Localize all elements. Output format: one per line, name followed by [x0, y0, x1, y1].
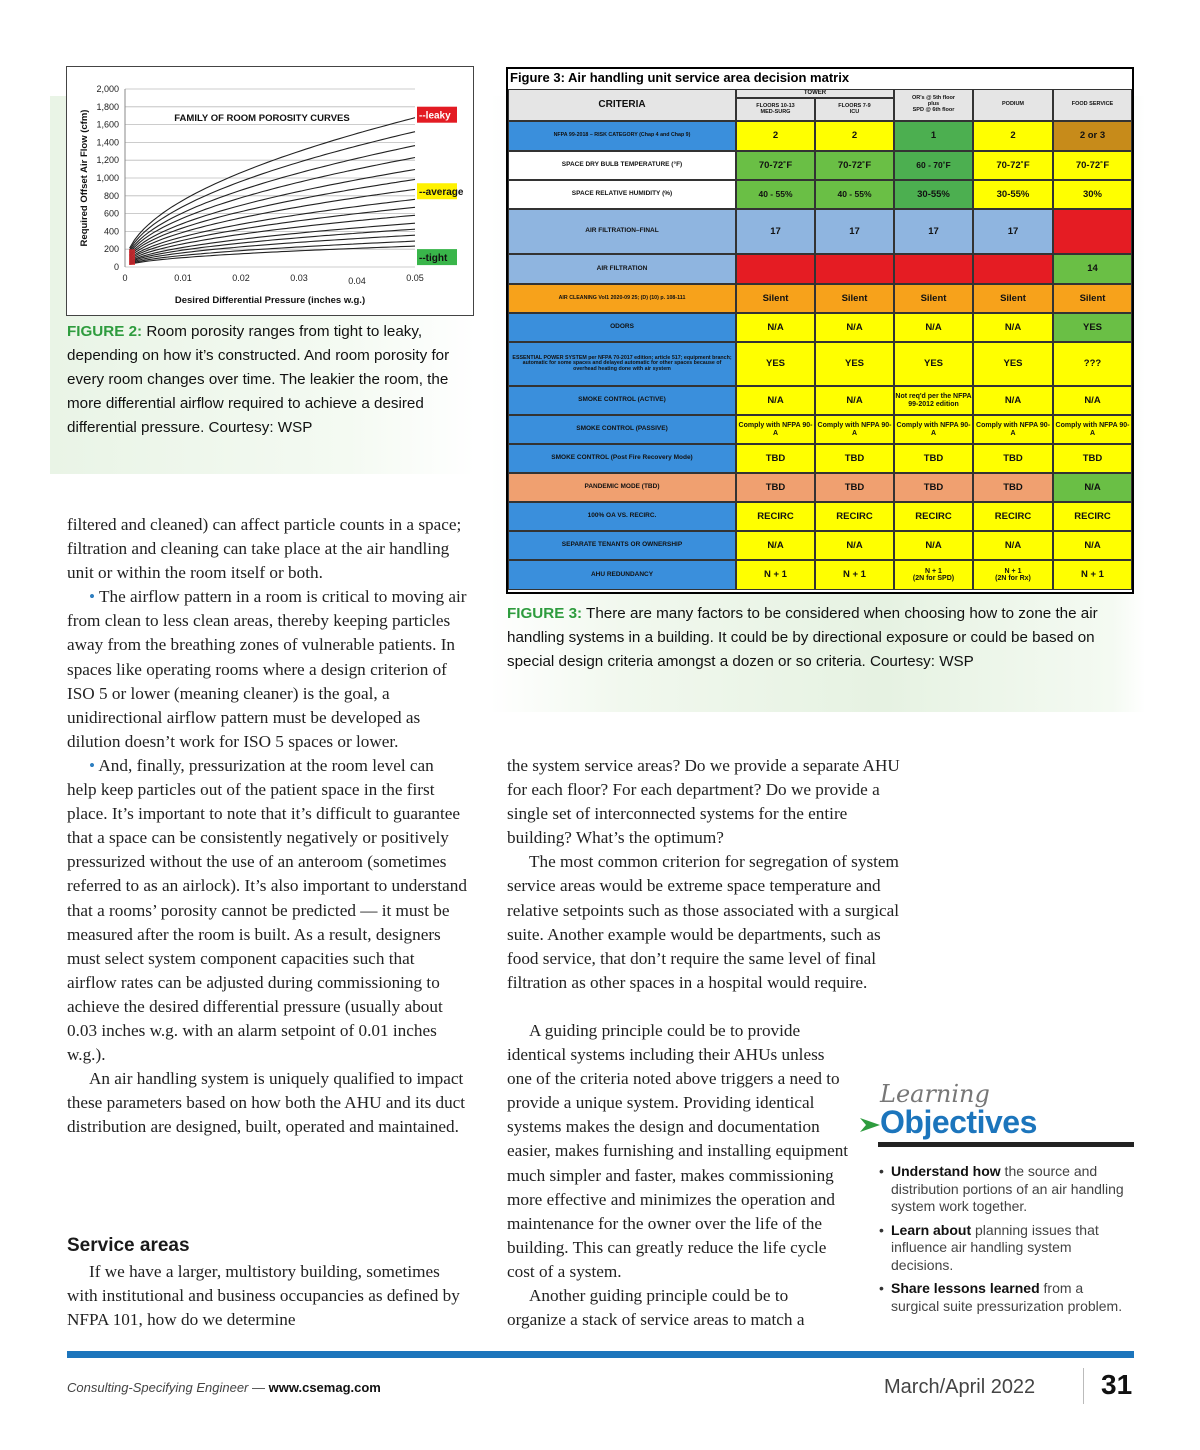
porosity-label: --average	[419, 187, 464, 199]
left-paragraph-2-text: The airflow pattern in a room is critical to moving air from clean to less clean areas, thereby keeping particles away from the breathing zones of vulnerable patients. In spaces like operating rooms where a design criterion of ISO 5 or lower (meaning cleaner) is the goal, a unidirectional airflow pattern must be developed as dilution doesn’t work for ISO 5 spaces or lower.	[67, 587, 467, 751]
middle-paragraph-4: Another guiding principle could be to organize a stack of service areas to match a	[507, 1286, 805, 1330]
matrix-cell: Comply with NFPA 90-A	[815, 415, 894, 444]
porosity-curve	[130, 158, 415, 254]
criterion-cell: SPACE RELATIVE HUMIDITY (%)	[508, 180, 736, 209]
matrix-cell: N/A	[973, 313, 1053, 342]
footer-publication	[67, 1380, 381, 1395]
matrix-cell: Not req'd per the NFPA 99-2012 edition	[894, 386, 973, 415]
matrix-cell	[815, 254, 894, 284]
matrix-cell: N/A	[736, 313, 815, 342]
left-paragraph-3-text: And, finally, pressurization at the room level can help keep particles out of the patient space in the first place. It’s important to note that it’s difficult to guarantee that a space can be consistently negatively or positively pressurized without the use of an anteroom (sometimes referred to as an airlock). It’s also important to understand that a rooms’ porosity cannot be predicted — it must be measured after the room is built. As a result, designers must select system component capacities such that airflow rates can be adjusted during commissioning to achieve the desired differential pressure (usually about 0.03 inches w.g. with an alarm setpoint of 0.01 inches w.g.).	[67, 755, 467, 1065]
y-tick-label: 0	[113, 262, 119, 272]
x-tick-label: 0	[122, 273, 128, 283]
tower-header: TOWER	[736, 89, 894, 98]
matrix-cell: Silent	[973, 284, 1053, 313]
left-paragraph-1: filtered and cleaned) can affect particle counts in a space; filtration and cleaning can take place at the air handling unit or within the room itself or both.	[67, 515, 462, 583]
footer-separator: —	[248, 1380, 269, 1395]
criterion-cell: AIR FILTRATION	[508, 254, 736, 284]
objective-bold: Share lessons learned	[891, 1280, 1040, 1296]
learning-objectives-rule	[878, 1142, 1134, 1147]
matrix-cell: Silent	[1053, 284, 1132, 313]
matrix-cell: RECIRC	[736, 502, 815, 531]
matrix-cell: N/A	[815, 531, 894, 560]
matrix-cell: RECIRC	[1053, 502, 1132, 531]
column-header: FLOORS 7-9 ICU	[815, 98, 894, 121]
column-header: OR's @ 5th floor plus SPD @ 6th floor	[894, 89, 973, 121]
objective-item	[878, 1222, 1133, 1275]
y-tick-label: 200	[103, 244, 119, 255]
bullet-icon: •	[89, 755, 96, 775]
middle-paragraph-2: The most common criterion for segregation of system service areas would be extreme space temperature and relative setpoints such as those associated with a surgical suite. Another example would be departments, such as food service, that don’t require the same level of final filtration as other spaces in a hospital would require.	[507, 852, 900, 992]
porosity-curve	[130, 118, 415, 248]
matrix-cell	[736, 254, 815, 284]
figure-3-caption-label: FIGURE 3:	[507, 605, 583, 622]
porosity-chart	[67, 67, 473, 315]
matrix-cell: TBD	[815, 473, 894, 502]
matrix-cell	[973, 254, 1053, 284]
matrix-cell: 40 - 55%	[736, 180, 815, 209]
matrix-cell: 60 - 70˚F	[894, 151, 973, 180]
matrix-cell: YES	[736, 342, 815, 386]
criterion-cell: SMOKE CONTROL (Post Fire Recovery Mode)	[508, 444, 736, 473]
column-header: FLOORS 10-13 MED-SURG	[736, 98, 815, 121]
matrix-cell: YES	[894, 342, 973, 386]
matrix-cell: 17	[973, 209, 1053, 254]
matrix-cell: N/A	[736, 386, 815, 415]
matrix-cell: 17	[736, 209, 815, 254]
criterion-cell: 100% OA VS. RECIRC.	[508, 502, 736, 531]
criterion-cell: ODORS	[508, 313, 736, 342]
criterion-cell: SMOKE CONTROL (ACTIVE)	[508, 386, 736, 415]
publication-url[interactable]: www.csemag.com	[268, 1380, 381, 1395]
matrix-cell: N/A	[894, 531, 973, 560]
matrix-cell: YES	[815, 342, 894, 386]
y-axis-label: Required Offset Air Flow (cfm)	[79, 109, 90, 247]
criterion-cell: AHU REDUNDANCY	[508, 560, 736, 590]
objective-item	[878, 1280, 1133, 1315]
y-tick-label: 1,200	[96, 155, 119, 166]
learning-objectives-list	[878, 1163, 1133, 1321]
origin-cluster	[129, 249, 135, 265]
page-number: 31	[1101, 1369, 1133, 1400]
objective-text: the source and distribution portions of an air handling system work together.	[891, 1163, 1124, 1214]
matrix-cell: YES	[973, 342, 1053, 386]
left-paragraph-4: An air handling system is uniquely qualified to impact these parameters based on how both the AHU and its duct distribution are designed, built, operated and maintained.	[67, 1069, 466, 1137]
x-tick-label: 0.05	[406, 273, 424, 283]
matrix-cell: 17	[815, 209, 894, 254]
criterion-cell: AIR FILTRATION–FINAL	[508, 209, 736, 254]
matrix-cell: 40 - 55%	[815, 180, 894, 209]
criterion-cell: PANDEMIC MODE (TBD)	[508, 473, 736, 502]
objective-text: from a surgical suite pressurization problem.	[891, 1280, 1123, 1314]
left-paragraph-3	[67, 754, 467, 1067]
matrix-cell: 2 or 3	[1053, 121, 1132, 151]
learning-objectives-title-top: Learning	[880, 1080, 990, 1108]
bullet-icon: •	[89, 587, 96, 607]
y-tick-label: 800	[103, 190, 119, 201]
matrix-cell: ???	[1053, 342, 1132, 386]
matrix-cell: Silent	[894, 284, 973, 313]
criteria-header: CRITERIA	[508, 89, 736, 121]
figure-3-caption	[507, 602, 1117, 674]
matrix-cell: TBD	[894, 473, 973, 502]
figure-2-caption-label: FIGURE 2:	[67, 323, 143, 340]
left-paragraph-2	[67, 585, 467, 754]
matrix-cell: Comply with NFPA 90-A	[1053, 415, 1132, 444]
matrix-cell: N + 1 (2N for Rx)	[973, 560, 1053, 590]
matrix-cell: 70-72˚F	[973, 151, 1053, 180]
matrix-cell: 30-55%	[973, 180, 1053, 209]
matrix-cell: 70-72˚F	[736, 151, 815, 180]
matrix-cell: N/A	[894, 313, 973, 342]
matrix-cell: N + 1 (2N for SPD)	[894, 560, 973, 590]
matrix-cell: 70-72˚F	[1053, 151, 1132, 180]
matrix-cell: Comply with NFPA 90-A	[973, 415, 1053, 444]
figure-2-chart-frame	[66, 66, 474, 316]
y-tick-label: 1,000	[96, 173, 119, 183]
matrix-cell: TBD	[894, 444, 973, 473]
matrix-cell: N/A	[1053, 386, 1132, 415]
matrix-cell: TBD	[973, 444, 1053, 473]
matrix-cell: N/A	[973, 531, 1053, 560]
criterion-cell: NFPA 99-2018 – RISK CATEGORY (Chap 4 and Chap 9)	[508, 121, 736, 151]
matrix-cell: N/A	[1053, 473, 1132, 502]
x-tick-label: 0.01	[174, 273, 192, 283]
section-heading: Service areas	[67, 1235, 190, 1256]
x-tick-label: 0.03	[290, 273, 308, 283]
criterion-cell: ESSENTIAL POWER SYSTEM per NFPA 70-2017 edition; article 517; equipment branch; automatic for some spaces and delayed automatic for other spaces because of overhead heating done with air system	[508, 342, 736, 386]
x-tick-label: 0.04	[348, 276, 366, 286]
criterion-cell: AIR CLEANING Vol1 2020-09 25; (D) (10) p. 108-111	[508, 284, 736, 313]
matrix-cell: 14	[1053, 254, 1132, 284]
matrix-cell: RECIRC	[973, 502, 1053, 531]
figure-2-caption-text: Room porosity ranges from tight to leaky, depending on how it’s constructed. And room porosity for every room changes over time. The leakier the room, the more differential airflow required to achieve a desired differential pressure. Courtesy: WSP	[67, 323, 450, 436]
y-tick-label: 1,800	[96, 101, 119, 112]
matrix-cell: RECIRC	[894, 502, 973, 531]
issue-date: March/April 2022	[884, 1376, 1036, 1398]
matrix-cell: 30%	[1053, 180, 1132, 209]
matrix-cell: YES	[1053, 313, 1132, 342]
matrix-cell	[1053, 209, 1132, 254]
column-header: FOOD SERVICE	[1053, 89, 1132, 121]
left-column-bottom	[67, 1260, 467, 1332]
matrix-cell: N + 1	[736, 560, 815, 590]
matrix-cell: TBD	[815, 444, 894, 473]
matrix-cell: 2	[973, 121, 1053, 151]
matrix-cell: N/A	[973, 386, 1053, 415]
objective-item	[878, 1163, 1133, 1216]
criterion-cell: SEPARATE TENANTS OR OWNERSHIP	[508, 531, 736, 560]
matrix-cell: 2	[736, 121, 815, 151]
decision-matrix	[506, 67, 1134, 594]
column-header: PODIUM	[973, 89, 1053, 121]
middle-column-p3a	[507, 1019, 912, 1317]
matrix-cell: 70-72˚F	[815, 151, 894, 180]
porosity-label: --tight	[419, 253, 448, 265]
matrix-cell: N/A	[815, 386, 894, 415]
matrix-cell: 2	[815, 121, 894, 151]
matrix-cell: Comply with NFPA 90-A	[736, 415, 815, 444]
matrix-cell: TBD	[736, 473, 815, 502]
figure-2-caption	[67, 320, 462, 440]
x-axis-label: Desired Differential Pressure (inches w.g.)	[174, 295, 366, 306]
matrix-cell: N/A	[1053, 531, 1132, 560]
publication-name: Consulting-Specifying Engineer	[67, 1380, 249, 1395]
y-tick-label: 400	[103, 226, 119, 237]
matrix-cell: N/A	[815, 313, 894, 342]
matrix-cell: RECIRC	[815, 502, 894, 531]
middle-paragraph-1: the system service areas? Do we provide a separate AHU for each floor? For each department? Do we provide a single set of interconnected systems for the entire building? What’s the optimum?	[507, 756, 900, 848]
learning-objectives-title-bottom: Objectives	[880, 1104, 1037, 1140]
x-tick-label: 0.02	[232, 273, 250, 283]
matrix-cell	[894, 254, 973, 284]
matrix-cell: Comply with NFPA 90-A	[894, 415, 973, 444]
objective-bold: Understand how	[891, 1163, 1001, 1179]
matrix-cell: TBD	[736, 444, 815, 473]
criterion-cell: SPACE DRY BULB TEMPERATURE (°F)	[508, 151, 736, 180]
figure-3-caption-text: There are many factors to be considered when choosing how to zone the air handling systems in a building. It could be by directional exposure or could be based on special design criteria amongst a dozen or so criteria. Courtesy: WSP	[507, 605, 1098, 670]
footer-rule	[67, 1351, 1134, 1358]
porosity-label: --leaky	[419, 110, 451, 122]
matrix-cell: 1	[894, 121, 973, 151]
objective-bold: Learn about	[891, 1221, 972, 1238]
left-paragraph-5: If we have a larger, multistory building, sometimes with institutional and business occupancies as defined by NFPA 101, how do we determine	[67, 1262, 460, 1330]
left-column	[67, 513, 467, 1139]
chart-title: FAMILY OF ROOM POROSITY CURVES	[174, 113, 350, 124]
y-tick-label: 600	[103, 208, 119, 219]
matrix-cell: TBD	[973, 473, 1053, 502]
matrix-cell: 30-55%	[894, 180, 973, 209]
y-tick-label: 1,600	[96, 119, 119, 130]
matrix-cell: 17	[894, 209, 973, 254]
objective-text: planning issues that influence air handling system decisions.	[891, 1221, 1099, 1273]
matrix-cell: N + 1	[815, 560, 894, 590]
middle-paragraph-3-lines: A guiding principle could be to provide identical systems including their AHUs unless one of the criteria noted above triggers a need to provide a unique system. Providing identical systems makes the design and documentation easier, makes furnishing and installing equipment much simpler and faster, makes commissioning more effective and minimizes the operation and maintenance for the owner over the life of the building. This can greatly reduce the life cycle cost of a system.	[507, 1021, 849, 1281]
arrow-icon	[860, 1116, 882, 1134]
footer-divider	[1083, 1368, 1084, 1404]
matrix-cell: Silent	[815, 284, 894, 313]
matrix-cell: N/A	[736, 531, 815, 560]
y-tick-label: 2,000	[96, 84, 119, 94]
y-tick-label: 1,400	[96, 137, 119, 148]
matrix-cell: N + 1	[1053, 560, 1132, 590]
matrix-cell: Silent	[736, 284, 815, 313]
middle-column-bottom	[507, 1284, 847, 1332]
criterion-cell: SMOKE CONTROL (PASSIVE)	[508, 415, 736, 444]
matrix-title: Figure 3: Air handling unit service area decision matrix	[510, 70, 850, 85]
middle-column-top	[507, 754, 912, 995]
matrix-cell: TBD	[1053, 444, 1132, 473]
